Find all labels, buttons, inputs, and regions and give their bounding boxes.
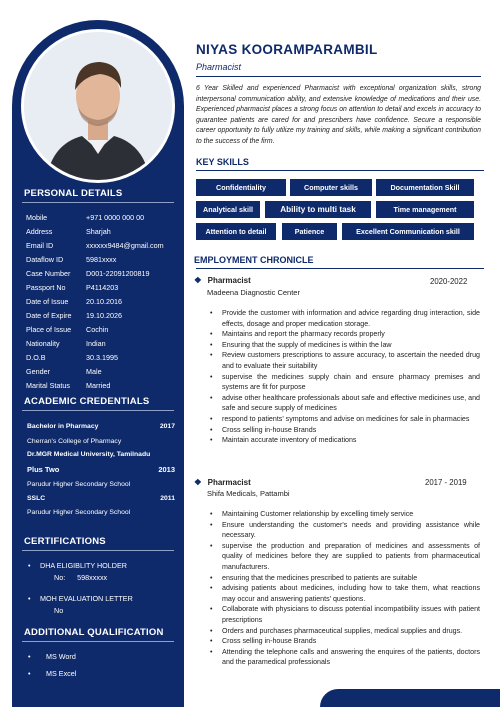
- divider: [196, 170, 484, 171]
- personal-row: Marital Status Married: [26, 381, 111, 390]
- divider: [196, 268, 484, 269]
- personal-row: Case Number D001-22091200819: [26, 269, 150, 278]
- duty-item: • advise other healthcare professionals about safe and effective medicines use, and safe and secure supply of medicines: [208, 393, 480, 414]
- job-duties: [208, 509, 480, 668]
- profile-portrait-icon: [24, 32, 172, 180]
- academic-degree: SSLC 2011: [27, 495, 175, 502]
- personal-row: Date of Expire 19.10.2026: [26, 311, 122, 320]
- academic-university: Dr.MGR Medical University, Tamilnadu: [27, 451, 151, 458]
- bullet-icon: •: [28, 561, 31, 570]
- personal-row: Nationality Indian: [26, 339, 106, 348]
- bullet-icon: •: [28, 594, 31, 603]
- skill-chip: Analytical skill: [196, 201, 260, 218]
- duty-item: • Ensure understanding the customer's needs and providing assistance while necessary.: [208, 520, 480, 541]
- skill-chip: Time management: [376, 201, 474, 218]
- diamond-arrow-icon: ❖: [194, 275, 202, 285]
- decorative-corner: [320, 689, 500, 707]
- job-years: 2020-2022: [430, 277, 468, 286]
- personal-row: Gender Male: [26, 367, 102, 376]
- duty-item: • supervise the medicines supply chain and ensure pharmacy premises and systems are fit for purpose: [208, 372, 480, 393]
- skill-chip: Attention to detail: [196, 223, 276, 240]
- certification-number: No: [54, 606, 64, 615]
- duty-item: • supervise the production and preparation of medicines and assessments of quality of medicines before they are supplied to patients from pharmaceutical manufacturers.: [208, 541, 480, 573]
- duty-item: • respond to patients' symptoms and advise on medicines for sale in pharmacies: [208, 414, 480, 425]
- personal-row: Email ID xxxxxx9484@gmail.com: [26, 241, 164, 250]
- academic-degree: Plus Two 2013: [27, 465, 175, 474]
- divider: [22, 641, 174, 642]
- academic-school: Parudur Higher Secondary School: [27, 481, 131, 488]
- personal-row: D.O.B 30.3.1995: [26, 353, 118, 362]
- duty-item: • Cross selling in-house Brands: [208, 425, 480, 436]
- certification-number: No: 598xxxxx: [54, 573, 108, 582]
- divider: [22, 202, 174, 203]
- job-years: 2017 - 2019: [425, 478, 467, 487]
- duty-item: • Cross selling in-house Brands: [208, 636, 480, 647]
- duty-item: • Maintain accurate inventory of medications: [208, 435, 480, 446]
- personal-row: Date of Issue 20.10.2016: [26, 297, 122, 306]
- sidebar: [12, 20, 184, 707]
- candidate-role: Pharmacist: [196, 62, 242, 72]
- duty-item: • Collaborate with physicians to discuss potential incompatibility issues with patient prescriptions: [208, 604, 480, 625]
- personal-row: Dataflow ID 5981xxxx: [26, 255, 117, 264]
- additional-item: • MS Excel: [28, 669, 77, 678]
- skill-chip: Ability to multi task: [265, 201, 371, 218]
- certification-item: • DHA ELIGIBLITY HOLDER: [28, 561, 127, 570]
- duty-item: • Orders and purchases pharmaceutical supplies, medical supplies and drugs.: [208, 626, 480, 637]
- job-company: Madeena Diagnostic Center: [207, 288, 300, 297]
- academic-degree: Bachelor in Pharmacy 2017: [27, 423, 175, 430]
- profile-photo: [21, 29, 175, 183]
- duty-item: • Maintaining Customer relationship by excelling timely service: [208, 509, 480, 520]
- personal-row: Address Sharjah: [26, 227, 111, 236]
- duty-item: • Review customers prescriptions to assure accuracy, to ascertain the needed drug and to evaluate their suitability: [208, 350, 480, 371]
- skill-chip: Confidentiality: [196, 179, 286, 196]
- additional-item: • MS Word: [28, 652, 76, 661]
- personal-row: Passport No P4114203: [26, 283, 119, 292]
- duty-item: • Attending the telephone calls and answering the enquires of the patients, doctors and the paramedical professionals: [208, 647, 480, 668]
- academic-title: ACADEMIC CREDENTIALS: [24, 396, 150, 407]
- divider: [22, 410, 174, 411]
- skill-chip: Documentation Skill: [376, 179, 474, 196]
- job-company: Shifa Medicals, Pattambi: [207, 489, 290, 498]
- skill-chip: Patience: [282, 223, 337, 240]
- additional-title: ADDITIONAL QUALIFICATION: [24, 627, 164, 638]
- key-skills-title: KEY SKILLS: [196, 157, 249, 167]
- certifications-title: CERTIFICATIONS: [24, 536, 106, 547]
- personal-row: Mobile +971 0000 000 00: [26, 213, 145, 222]
- duty-item: • advising patients about medicines, including how to take them, what reactions may occur and answering patients' questions.: [208, 583, 480, 604]
- diamond-arrow-icon: ❖: [194, 477, 202, 487]
- employment-title: EMPLOYMENT CHRONICLE: [194, 255, 314, 265]
- skill-chip: Computer skills: [290, 179, 372, 196]
- academic-school: Cherran's College of Pharmacy: [27, 438, 122, 445]
- skill-chip: Excellent Communication skill: [342, 223, 474, 240]
- duty-item: • ensuring that the medicines prescribed to patients are suitable: [208, 573, 480, 584]
- profile-summary: 6 Year Skilled and experienced Pharmacist with exceptional organization skills, strong interpersonal communication ability, and extensive knowledge of medications and their use. Experienced pharmacist places a strong focus on attention to detail and excels in accuracy to guarantee patients are cared for and prescribers have confidence. Secure a responsible career opportunity to fully utilize my training and skills, while making a significant contribution to the success of the firm.: [196, 85, 481, 145]
- duty-item: • Maintains and report the pharmacy records properly: [208, 329, 480, 340]
- candidate-name: NIYAS KOORAMPARAMBIL: [196, 42, 378, 57]
- academic-school: Parudur Higher Secondary School: [27, 509, 131, 516]
- personal-row: Place of Issue Cochin: [26, 325, 109, 334]
- duty-item: • Ensuring that the supply of medicines is within the law: [208, 340, 480, 351]
- bullet-icon: •: [28, 669, 31, 678]
- certification-item: • MOH EVALUATION LETTER: [28, 594, 133, 603]
- divider: [196, 76, 481, 77]
- job-title: ❖ Pharmacist: [194, 477, 251, 487]
- bullet-icon: •: [28, 652, 31, 661]
- duty-item: • Provide the customer with information and advice regarding drug interaction, side effects, dosage and proper medication storage.: [208, 308, 480, 329]
- personal-details-title: PERSONAL DETAILS: [24, 188, 123, 199]
- divider: [22, 550, 174, 551]
- job-duties: [208, 308, 480, 446]
- job-title: ❖ Pharmacist: [194, 275, 251, 285]
